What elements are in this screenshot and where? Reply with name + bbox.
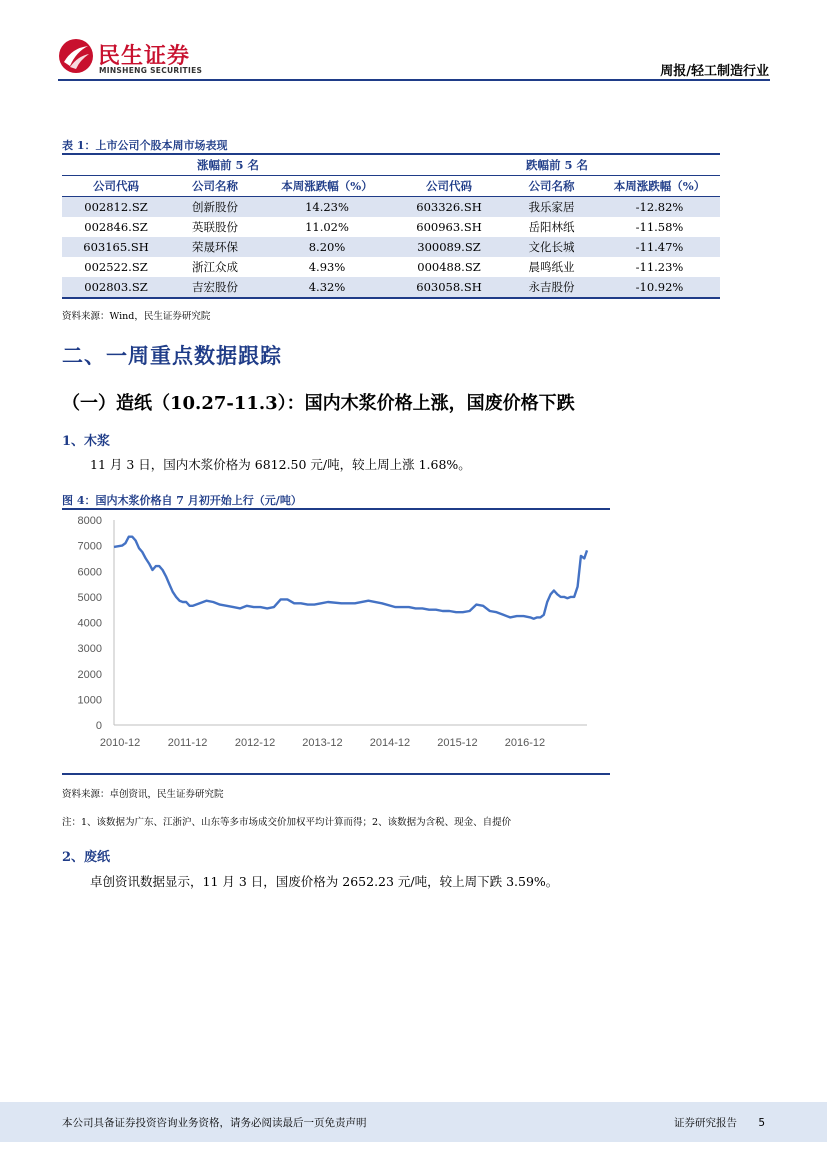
col-header: 本周涨跌幅（%） bbox=[599, 176, 720, 197]
table-cell: 永吉股份 bbox=[504, 277, 599, 298]
y-tick-label: 7000 bbox=[77, 540, 102, 553]
table-cell: 000488.SZ bbox=[417, 260, 481, 274]
table-row bbox=[62, 277, 720, 298]
table-cell: -12.82% bbox=[599, 197, 720, 218]
x-tick-label: 2012-12 bbox=[234, 737, 276, 749]
y-tick-label: 6000 bbox=[77, 566, 102, 579]
page-footer bbox=[0, 1102, 827, 1142]
figure-source: 资料来源：卓创资讯，民生证券研究院 bbox=[62, 789, 224, 800]
y-tick-label: 3000 bbox=[77, 643, 102, 656]
col-header: 公司代码 bbox=[394, 176, 504, 197]
table-cell: 岳阳林纸 bbox=[528, 220, 575, 234]
col-header: 公司名称 bbox=[170, 176, 260, 197]
figure-note: 注：1、该数据为广东、江浙沪、山东等多市场成交价加权平均计算而得；2、该数据为含税、现金、自提价 bbox=[62, 817, 512, 828]
group-gainers: 涨幅前 5 名 bbox=[62, 154, 394, 176]
table-row bbox=[62, 197, 720, 218]
figure-title: 图 4：国内木浆价格自 7 月初开始上行（元/吨） bbox=[62, 494, 302, 507]
report-type: 周报/轻工制造行业 bbox=[660, 64, 769, 79]
header-divider bbox=[58, 79, 770, 81]
table-cell: 8.20% bbox=[260, 237, 394, 257]
logo bbox=[58, 38, 208, 80]
table-cell: 300089.SZ bbox=[394, 237, 504, 257]
table-cell: 603165.SH bbox=[62, 237, 170, 257]
paragraph-wastepaper: 卓创资讯数据显示，11 月 3 日，国废价格为 2652.23 元/吨，较上周下跌 3.59%。 bbox=[90, 874, 559, 889]
table-cell: -11.23% bbox=[635, 260, 684, 274]
group-losers: 跌幅前 5 名 bbox=[394, 154, 720, 176]
y-tick-label: 8000 bbox=[77, 515, 102, 527]
minsheng-logo-icon bbox=[58, 38, 94, 74]
table-cell: 002812.SZ bbox=[62, 197, 170, 218]
x-tick-label: 2014-12 bbox=[369, 737, 411, 749]
stock-performance-table bbox=[62, 153, 720, 299]
table-row bbox=[62, 257, 720, 277]
y-tick-label: 1000 bbox=[77, 694, 102, 707]
table-source: 资料来源：Wind，民生证券研究院 bbox=[62, 311, 211, 322]
footer-right bbox=[656, 1115, 765, 1130]
y-tick-label: 5000 bbox=[77, 591, 102, 604]
table-cell: 晨鸣纸业 bbox=[528, 260, 575, 274]
table-cell: 11.02% bbox=[305, 220, 349, 234]
table-header-row bbox=[62, 176, 720, 197]
footer-disclaimer: 本公司具备证券投资咨询业务资格，请务必阅读最后一页免责声明 bbox=[62, 1117, 367, 1129]
pulp-price-chart bbox=[62, 510, 610, 772]
figure-bottom-rule bbox=[62, 773, 610, 775]
table-cell: 14.23% bbox=[260, 197, 394, 218]
logo-text-en: MINSHENG SECURITIES bbox=[99, 66, 203, 75]
x-tick-label: 2011-12 bbox=[167, 737, 208, 749]
paragraph-pulp: 11 月 3 日，国内木浆价格为 6812.50 元/吨，较上周上涨 1.68%。 bbox=[90, 457, 471, 472]
table-cell: 002522.SZ bbox=[84, 260, 148, 274]
table-row bbox=[62, 217, 720, 237]
x-tick-label: 2010-12 bbox=[99, 737, 141, 749]
table-cell: 浙江众成 bbox=[192, 260, 238, 274]
y-tick-label: 4000 bbox=[77, 617, 102, 630]
x-tick-label: 2016-12 bbox=[504, 737, 546, 749]
table-group-header bbox=[62, 154, 720, 176]
col-header: 本周涨跌幅（%） bbox=[260, 176, 394, 197]
col-header: 公司代码 bbox=[62, 176, 170, 197]
table-cell: 603326.SH bbox=[394, 197, 504, 218]
table-row bbox=[62, 237, 720, 257]
sub-heading-wastepaper: 2、废纸 bbox=[62, 850, 111, 865]
table-cell: 文化长城 bbox=[504, 237, 599, 257]
x-tick-label: 2015-12 bbox=[437, 737, 478, 749]
table-cell: 英联股份 bbox=[192, 220, 238, 234]
table-cell: 603058.SH bbox=[394, 277, 504, 298]
table-cell: 我乐家居 bbox=[504, 197, 599, 218]
table-cell: -10.92% bbox=[599, 277, 720, 298]
logo-text-cn: 民生证券 bbox=[98, 44, 191, 69]
page-header bbox=[0, 0, 827, 82]
table-cell: 创新股份 bbox=[170, 197, 260, 218]
section-heading: 二、一周重点数据跟踪 bbox=[62, 343, 282, 368]
table-cell: 4.93% bbox=[308, 260, 346, 274]
table-cell: 600963.SH bbox=[416, 220, 482, 234]
series-line bbox=[114, 537, 587, 619]
table-cell: -11.47% bbox=[599, 237, 720, 257]
table-cell: 吉宏股份 bbox=[170, 277, 260, 298]
table-cell: 002803.SZ bbox=[62, 277, 170, 298]
footer-label: 证券研究报告 bbox=[673, 1117, 737, 1129]
table-cell: 荣晟环保 bbox=[170, 237, 260, 257]
page-number: 5 bbox=[758, 1117, 765, 1129]
table-cell: -11.58% bbox=[635, 220, 684, 234]
table-title: 表 1：上市公司个股本周市场表现 bbox=[62, 139, 228, 152]
subsection-heading: （一）造纸（10.27-11.3）：国内木浆价格上涨，国废价格下跌 bbox=[62, 393, 575, 414]
y-tick-label: 2000 bbox=[77, 668, 102, 681]
table-cell: 002846.SZ bbox=[84, 220, 148, 234]
x-tick-label: 2013-12 bbox=[302, 737, 343, 749]
col-header: 公司名称 bbox=[504, 176, 599, 197]
y-tick-label: 0 bbox=[95, 720, 102, 732]
table-cell: 4.32% bbox=[260, 277, 394, 298]
sub-heading-pulp: 1、木浆 bbox=[62, 434, 111, 449]
